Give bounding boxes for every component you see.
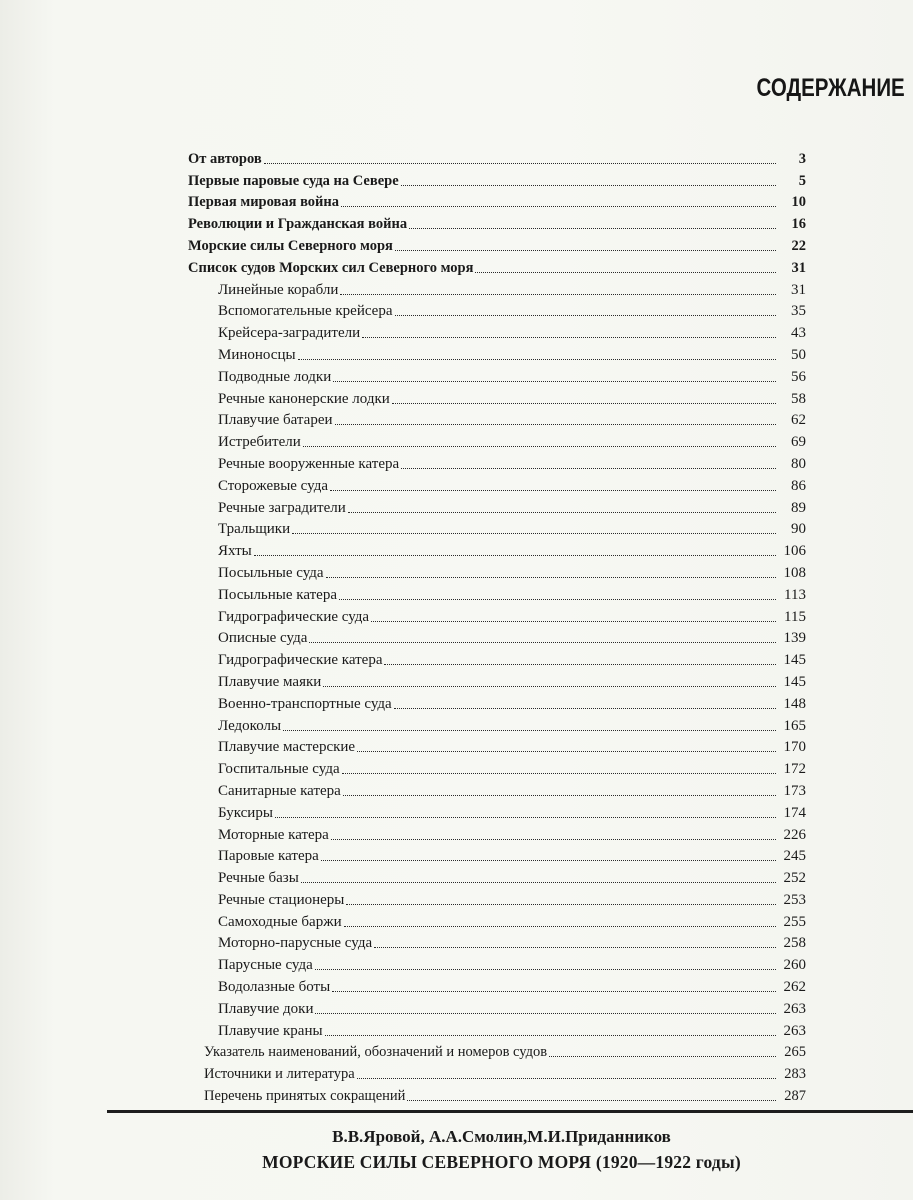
toc-entry-leader-dots	[401, 468, 776, 469]
toc-entry	[0, 342, 913, 364]
toc-entry-leader-dots	[303, 446, 776, 447]
toc-entry	[0, 735, 913, 757]
toc-entry-title: Плавучие краны	[218, 1022, 323, 1039]
toc-entry	[0, 168, 913, 190]
toc-entry	[0, 429, 913, 451]
toc-entry-page-number: 108	[783, 564, 806, 581]
toc-entry-leader-dots	[346, 904, 776, 905]
toc-entry-title: Описные суда	[218, 630, 308, 647]
toc-entry-title: Первые паровые суда на Севере	[188, 172, 399, 189]
toc-entry	[0, 1083, 913, 1105]
toc-entry-leader-dots	[325, 1035, 776, 1036]
toc-entry-page-number: 31	[791, 281, 806, 298]
toc-entry-title: Парусные суда	[218, 957, 313, 974]
toc-entry-title: Яхты	[218, 543, 252, 560]
toc-entry-page-number: 148	[783, 695, 806, 712]
toc-entry-page-number: 43	[791, 325, 806, 342]
toc-entry-title: Буксиры	[218, 804, 273, 821]
toc-entry-page-number: 35	[791, 303, 806, 320]
toc-entry-page-number: 86	[791, 477, 806, 494]
toc-entry	[0, 364, 913, 386]
toc-entry-page-number: 5	[798, 172, 806, 189]
toc-entry	[0, 408, 913, 430]
toc-entry-leader-dots	[326, 577, 776, 578]
toc-entry	[0, 146, 913, 168]
book-title: МОРСКИЕ СИЛЫ СЕВЕРНОГО МОРЯ (1920—1922 годы)	[262, 1152, 741, 1172]
toc-entry-page-number: 89	[791, 499, 806, 516]
toc-entry-leader-dots	[315, 1013, 776, 1014]
toc-entry-leader-dots	[384, 664, 776, 665]
toc-entry-title: Плавучие мастерские	[218, 739, 356, 756]
toc-entry-leader-dots	[362, 337, 776, 338]
footer-divider	[107, 1110, 913, 1113]
toc-entry-page-number: 16	[791, 216, 806, 233]
toc-entry	[0, 473, 913, 495]
toc-entry	[0, 974, 913, 996]
toc-entry	[0, 844, 913, 866]
toc-entry	[0, 255, 913, 277]
toc-entry-title: Моторные катера	[218, 826, 329, 843]
toc-entry-title: Сторожевые суда	[218, 477, 328, 494]
toc-entry-page-number: 145	[783, 673, 806, 690]
toc-entry-page-number: 58	[791, 390, 806, 407]
toc-entry-page-number: 173	[783, 782, 806, 799]
toc-entry-page-number: 170	[783, 739, 806, 756]
toc-entry-leader-dots	[341, 206, 776, 207]
toc-entry-title: Источники и литература	[204, 1066, 355, 1083]
toc-entry-page-number: 255	[783, 913, 806, 930]
toc-entry-page-number: 113	[784, 586, 806, 603]
toc-entry-title: Крейсера-заградители	[218, 325, 361, 342]
toc-entry-title: Тральщики	[218, 521, 291, 538]
toc-entry	[0, 190, 913, 212]
toc-entry-title: Вспомогательные крейсера	[218, 303, 393, 320]
toc-entry-leader-dots	[333, 381, 776, 382]
toc-entry	[0, 560, 913, 582]
toc-entry	[0, 604, 913, 626]
toc-entry-title: Плавучие доки	[218, 1000, 314, 1017]
toc-entry	[0, 952, 913, 974]
table-of-contents	[0, 146, 913, 1105]
toc-entry-page-number: 22	[791, 237, 806, 254]
toc-entry-page-number: 172	[783, 761, 806, 778]
toc-entry-page-number: 262	[783, 979, 806, 996]
toc-entry-page-number: 265	[784, 1044, 806, 1061]
toc-entry	[0, 1018, 913, 1040]
toc-entry	[0, 931, 913, 953]
toc-entry-leader-dots	[315, 969, 776, 970]
toc-entry	[0, 887, 913, 909]
toc-entry-page-number: 115	[784, 608, 806, 625]
toc-entry	[0, 517, 913, 539]
toc-entry-page-number: 3	[798, 150, 806, 167]
toc-entry-leader-dots	[394, 708, 776, 709]
toc-entry-leader-dots	[409, 228, 776, 229]
toc-entry	[0, 233, 913, 255]
toc-entry	[0, 626, 913, 648]
toc-entry	[0, 538, 913, 560]
toc-entry-title: Санитарные катера	[218, 782, 341, 799]
toc-entry-title: Первая мировая война	[188, 194, 340, 211]
toc-entry-leader-dots	[330, 490, 776, 491]
toc-entry-title: Паровые катера	[218, 848, 319, 865]
toc-entry-title: Перечень принятых сокращений	[204, 1088, 406, 1105]
toc-entry-leader-dots	[344, 926, 776, 927]
toc-entry	[0, 495, 913, 517]
toc-entry-page-number: 174	[783, 804, 806, 821]
toc-entry-leader-dots	[264, 163, 776, 164]
toc-entry-title: Военно-транспортные суда	[218, 695, 392, 712]
toc-entry-leader-dots	[371, 621, 776, 622]
toc-entry-title: Речные стационеры	[218, 891, 345, 908]
book-authors: В.В.Яровой, А.А.Смолин,М.И.Приданников	[332, 1127, 671, 1146]
toc-entry-leader-dots	[283, 730, 776, 731]
toc-entry	[0, 713, 913, 735]
toc-entry-leader-dots	[340, 294, 776, 295]
toc-entry-page-number: 50	[791, 346, 806, 363]
toc-entry-page-number: 90	[791, 521, 806, 538]
toc-entry-leader-dots	[254, 555, 776, 556]
toc-entry	[0, 756, 913, 778]
toc-entry-title: Плавучие маяки	[218, 673, 322, 690]
toc-entry-page-number: 69	[791, 434, 806, 451]
toc-entry	[0, 822, 913, 844]
toc-entry	[0, 582, 913, 604]
toc-entry	[0, 1061, 913, 1083]
toc-entry-leader-dots	[275, 817, 776, 818]
toc-entry-page-number: 253	[783, 891, 806, 908]
toc-entry-title: Речные заградители	[218, 499, 346, 516]
toc-entry-title: Речные базы	[218, 870, 299, 887]
toc-entry-leader-dots	[309, 642, 776, 643]
toc-entry-title: Речные канонерские лодки	[218, 390, 390, 407]
toc-entry-page-number: 263	[783, 1000, 806, 1017]
toc-entry-title: Истребители	[218, 434, 301, 451]
contents-heading: СОДЕРЖАНИЕ	[756, 74, 905, 102]
toc-entry-page-number: 287	[784, 1088, 806, 1105]
toc-entry-page-number: 252	[783, 870, 806, 887]
toc-entry-leader-dots	[298, 359, 776, 360]
toc-entry	[0, 1040, 913, 1062]
toc-entry-page-number: 258	[783, 935, 806, 952]
toc-entry	[0, 320, 913, 342]
toc-entry-leader-dots	[348, 512, 776, 513]
toc-entry-page-number: 226	[783, 826, 806, 843]
toc-entry-page-number: 62	[791, 412, 806, 429]
toc-entry	[0, 211, 913, 233]
toc-entry-leader-dots	[331, 839, 776, 840]
toc-entry-page-number: 165	[783, 717, 806, 734]
toc-entry-leader-dots	[395, 315, 777, 316]
toc-entry-page-number: 31	[791, 259, 806, 276]
toc-entry-title: Морские силы Северного моря	[188, 237, 393, 254]
toc-entry-page-number: 283	[784, 1066, 806, 1083]
toc-entry	[0, 647, 913, 669]
toc-entry-page-number: 260	[783, 957, 806, 974]
toc-entry	[0, 865, 913, 887]
toc-entry	[0, 277, 913, 299]
toc-entry-page-number: 263	[783, 1022, 806, 1039]
toc-entry	[0, 299, 913, 321]
toc-entry	[0, 909, 913, 931]
toc-entry-title: Самоходные баржи	[218, 913, 342, 930]
toc-entry-leader-dots	[374, 947, 776, 948]
toc-entry-title: Моторно-парусные суда	[218, 935, 373, 952]
toc-entry-title: Госпитальные суда	[218, 761, 340, 778]
toc-entry-leader-dots	[335, 424, 776, 425]
toc-entry-page-number: 245	[783, 848, 806, 865]
toc-entry-title: Список судов Морских сил Северного моря	[188, 259, 474, 276]
toc-entry-page-number: 80	[791, 455, 806, 472]
toc-entry-title: Миноносцы	[218, 346, 296, 363]
toc-entry-title: Посыльные катера	[218, 586, 337, 603]
toc-entry-leader-dots	[549, 1056, 776, 1057]
toc-entry	[0, 386, 913, 408]
toc-entry-page-number: 106	[783, 543, 806, 560]
toc-entry-leader-dots	[357, 751, 776, 752]
toc-entry	[0, 778, 913, 800]
toc-entry-title: Гидрографические суда	[218, 608, 370, 625]
toc-entry	[0, 800, 913, 822]
toc-entry-leader-dots	[357, 1078, 776, 1079]
toc-entry-leader-dots	[323, 686, 776, 687]
toc-entry-page-number: 145	[783, 652, 806, 669]
toc-entry-leader-dots	[475, 272, 776, 273]
toc-entry	[0, 669, 913, 691]
toc-entry-title: Водолазные боты	[218, 979, 331, 996]
toc-entry-title: Ледоколы	[218, 717, 282, 734]
toc-entry-title: Речные вооруженные катера	[218, 455, 400, 472]
toc-entry-title: Революции и Гражданская война	[188, 216, 408, 233]
toc-entry-leader-dots	[401, 185, 776, 186]
toc-entry-leader-dots	[301, 882, 776, 883]
toc-entry-leader-dots	[343, 795, 776, 796]
toc-entry-leader-dots	[339, 599, 776, 600]
toc-entry-page-number: 139	[783, 630, 806, 647]
toc-entry-leader-dots	[332, 991, 776, 992]
toc-entry-leader-dots	[342, 773, 776, 774]
toc-entry-leader-dots	[392, 403, 776, 404]
toc-entry	[0, 691, 913, 713]
toc-entry-leader-dots	[407, 1100, 776, 1101]
toc-entry-leader-dots	[292, 533, 776, 534]
toc-entry-page-number: 10	[791, 194, 806, 211]
toc-entry-title: Посыльные суда	[218, 564, 324, 581]
toc-entry-leader-dots	[395, 250, 776, 251]
toc-entry	[0, 451, 913, 473]
toc-entry-title: Подводные лодки	[218, 368, 332, 385]
toc-entry-title: От авторов	[188, 150, 262, 167]
toc-entry-leader-dots	[321, 860, 776, 861]
toc-entry-title: Плавучие батареи	[218, 412, 333, 429]
toc-entry-title: Линейные корабли	[218, 281, 339, 298]
toc-entry-page-number: 56	[791, 368, 806, 385]
toc-entry-title: Гидрографические катера	[218, 652, 383, 669]
toc-entry-title: Указатель наименований, обозначений и номеров судов	[204, 1044, 548, 1061]
toc-entry	[0, 996, 913, 1018]
